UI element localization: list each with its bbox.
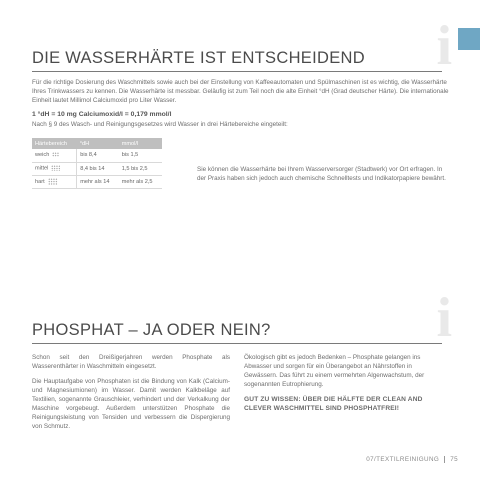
- hardness-label: weich: [35, 152, 50, 159]
- table-cell: mehr als 14: [77, 175, 119, 188]
- table-header-cell: Härtebereich: [32, 138, 77, 149]
- table-row: [32, 175, 162, 188]
- table-header-cell: mmol/l: [119, 138, 162, 149]
- subintro-paragraph: Nach § 9 des Wasch- und Reinigungsgesetzes wird Wasser in drei Härtebereiche eingeteilt:: [32, 121, 288, 128]
- hardness-label: hart: [35, 178, 45, 185]
- table-cell: mehr als 2,5: [119, 175, 162, 188]
- medium-dots-icon: [51, 165, 60, 171]
- table-cell: bis 8,4: [77, 149, 119, 162]
- hardness-label: mittel: [35, 165, 49, 172]
- good-to-know-note: GUT ZU WISSEN: ÜBER DIE HÄLFTE DER CLEAN AND CLEVER WASCHMITTEL SIND PHOSPHATFREI!: [244, 396, 423, 412]
- section-heading-bar: [32, 287, 452, 349]
- table-cell: bis 1,5: [119, 149, 162, 162]
- table-cell: 8,4 bis 14: [77, 162, 119, 175]
- table-header-row: [32, 138, 162, 149]
- page-number: 75: [450, 456, 458, 464]
- footer-divider: [444, 456, 445, 463]
- chapter-label: 07/TEXTILREINIGUNG: [366, 456, 440, 464]
- hardness-table-area: [32, 138, 446, 198]
- section-heading-bar: [32, 15, 452, 77]
- intro-paragraph: Für die richtige Dosierung des Waschmittels sowie auch bei der Einstellung von Kaffeeautomaten und Spülmaschinen ist es wichtig, die Wasserhärte Ihres Trinkwassers zu kennen. Die Wasserhärte ist messbar. Geläufig ist zum Teil noch die alte Einheit °dH (Grad deutscher Härte). Die internationale Einheit lautet Millimol Calciumoxid pro Liter Wasser.: [32, 79, 449, 104]
- hard-dots-icon: [48, 178, 58, 185]
- table-row: [32, 149, 162, 162]
- page-footer: [366, 456, 458, 463]
- left-column: [32, 353, 230, 437]
- section-water-hardness: [32, 15, 452, 198]
- two-column-text: [32, 353, 442, 437]
- info-icon: i: [436, 15, 452, 77]
- table-cell: [32, 162, 77, 175]
- info-icon: i: [436, 287, 452, 349]
- table-cell: [32, 149, 77, 162]
- table-cell: [32, 175, 77, 188]
- chapter-color-tab: [458, 28, 480, 50]
- soft-dots-icon: [52, 152, 59, 157]
- section-title: PHOSPHAT – JA ODER NEIN?: [32, 321, 271, 339]
- table-note: Sie können die Wasserhärte bei Ihrem Wasserversorger (Stadtwerk) vor Ort erfragen. In der Praxis haben sich jedoch auch chemische Schnelltests und Indikatorpapiere bewährt.: [197, 166, 446, 182]
- section-phosphate: [32, 287, 452, 437]
- table-header-cell: °dH: [77, 138, 119, 149]
- paragraph: Ökologisch gibt es jedoch Bedenken – Phosphate gelangen ins Abwasser und sorgen für ein Überangebot an Nährstoffen in Gewässern. Das führt zu einem vermehrten Algenwachstum, der sogenannten Eutrophierung.: [244, 354, 425, 388]
- hardness-table: [32, 138, 162, 189]
- paragraph: Schon seit den Dreißigerjahren werden Phosphate als Wasserenthärter in Waschmitteln eingesetzt.: [32, 354, 230, 370]
- paragraph: Die Hauptaufgabe von Phosphaten ist die Bindung von Kalk (Calcium- und Magnesiumionen) im Wasser. Damit werden Kalkbeläge auf Textilien, sogenannte Grauschleier, verhindert und der Verkalkung der Maschine vorgebeugt. Außerdem unterstützen Phosphate die Reinigungsleistung von Tensiden und verbessern die Dispergierung von Schmutz.: [32, 378, 230, 430]
- right-column: [244, 353, 442, 437]
- hardness-formula: 1 °dH = 10 mg Calciumoxid/l = 0,179 mmol/l: [32, 111, 172, 118]
- table-row: [32, 162, 162, 175]
- table-cell: 1,5 bis 2,5: [119, 162, 162, 175]
- section-title: DIE WASSERHÄRTE IST ENTSCHEIDEND: [32, 49, 365, 67]
